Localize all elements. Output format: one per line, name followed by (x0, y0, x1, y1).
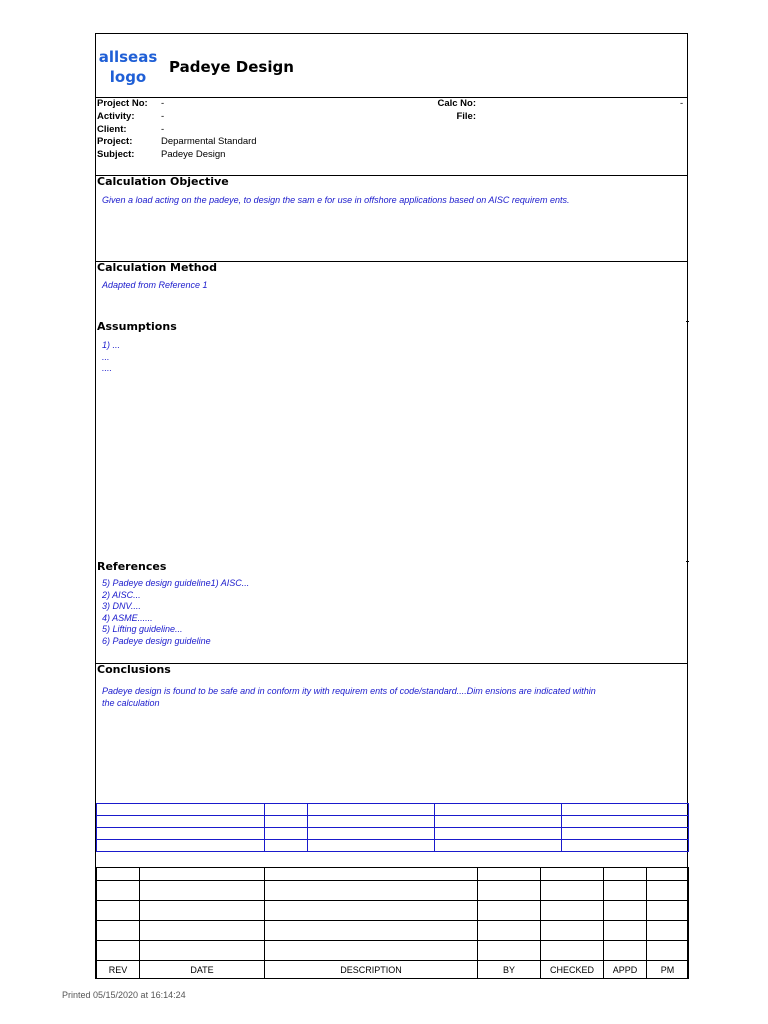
project-no-label: Project No: (97, 98, 148, 109)
print-footer: Printed 05/15/2020 at 16:14:24 (62, 990, 186, 1000)
assumption-item: ... (102, 351, 110, 362)
info-labels (97, 98, 157, 162)
table-row (97, 901, 689, 921)
conclusions-heading: Conclusions (97, 663, 171, 676)
reference-item: 4) ASME...... (102, 612, 153, 623)
table-row (97, 921, 689, 941)
project-no-value: - (161, 98, 165, 109)
objective-text: Given a load acting on the padeye, to design the sam e for use in offshore applications based on AISC requirem ents. (102, 195, 570, 205)
calc-no-value: - (680, 98, 684, 109)
col-checked: CHECKED (541, 961, 604, 979)
reference-item: 6) Padeye design guideline (102, 635, 211, 646)
project-label: Project: (97, 136, 133, 148)
activity-value: - (161, 110, 165, 122)
revision-table (96, 867, 689, 979)
assumptions-heading: Assumptions (97, 320, 177, 333)
reference-item: 2) AISC... (102, 589, 141, 600)
margin-tick (686, 321, 689, 322)
assumption-item: 1) ... (102, 340, 121, 350)
subject-value: Padeye Design (161, 149, 226, 161)
objective-heading: Calculation Objective (97, 175, 229, 188)
assumption-item: .... (102, 363, 113, 373)
grid-row (97, 840, 689, 852)
references-list (102, 578, 249, 647)
table-row (97, 941, 689, 961)
reference-item: 3) DNV.... (102, 601, 141, 611)
col-appd: APPD (604, 961, 647, 979)
method-heading: Calculation Method (97, 261, 217, 274)
assumptions-list (102, 340, 120, 375)
col-rev: REV (97, 961, 140, 979)
client-value: - (161, 123, 165, 135)
margin-tick (686, 561, 689, 562)
calc-labels (426, 98, 476, 124)
method-text: Adapted from Reference 1 (102, 280, 208, 290)
file-label: File: (456, 110, 476, 122)
signature-grid (96, 803, 689, 852)
table-row (97, 881, 689, 901)
reference-item: 5) Lifting guideline... (102, 624, 183, 634)
grid-row (97, 816, 689, 828)
table-header-row (97, 961, 689, 979)
project-value: Deparmental Standard (161, 136, 257, 148)
info-values (161, 98, 361, 162)
references-heading: References (97, 560, 167, 573)
col-description: DESCRIPTION (265, 961, 478, 979)
reference-item: 5) Padeye design guideline1) AISC... (102, 578, 250, 588)
document-title: Padeye Design (169, 58, 294, 76)
col-by: BY (478, 961, 541, 979)
subject-label: Subject: (97, 149, 135, 161)
client-label: Client: (97, 123, 127, 135)
col-pm: PM (647, 961, 689, 979)
grid-row (97, 828, 689, 840)
divider (96, 663, 687, 664)
calculation-sheet (95, 33, 688, 979)
col-date: DATE (140, 961, 265, 979)
conclusions-text: Padeye design is found to be safe and in conform ity with requirem ents of code/standard....Dim ensions are indicated within the calculation (102, 686, 596, 708)
company-logo: allseas logo (98, 48, 158, 86)
activity-label: Activity: (97, 110, 135, 122)
table-row (97, 868, 689, 881)
calc-no-label: Calc No: (437, 98, 476, 109)
grid-row (97, 804, 689, 816)
